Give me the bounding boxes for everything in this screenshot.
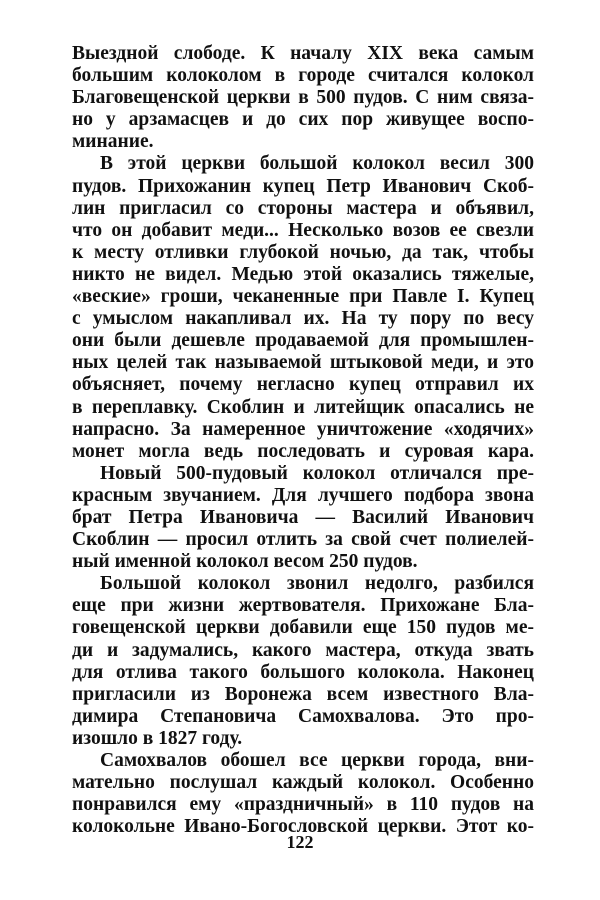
text-line: что он добавит меди... Несколько возов ее свезли bbox=[72, 219, 534, 241]
text-line: брат Петра Ивановича — Василий Иванович bbox=[72, 506, 534, 528]
text-line: димира Степановича Самохвалова. Это про- bbox=[72, 705, 534, 727]
text-line: никто не видел. Медью этой оказались тяжелые, bbox=[72, 263, 534, 285]
text-line: Благовещенской церкви в 500 пудов. С ним связа- bbox=[72, 87, 534, 109]
text-line: Большой колокол звонил недолго, разбился bbox=[100, 573, 534, 595]
text-line: напрасно. За намеренное уничтожение «ходячих» bbox=[72, 418, 534, 440]
text-line: ных целей так называемой штыковой меди, и это bbox=[72, 352, 534, 374]
text-line: ный именной колокол весом 250 пудов. bbox=[72, 551, 418, 573]
text-line: говещенской церкви добавили еще 150 пудов ме- bbox=[72, 617, 534, 639]
text-line: ди и задумались, какого мастера, откуда звать bbox=[72, 639, 534, 661]
text-line: объясняет, почему негласно купец отправил их bbox=[72, 374, 534, 396]
text-line: к месту отливки глубокой ночью, да так, чтобы bbox=[72, 241, 534, 263]
paragraph-2 bbox=[72, 153, 534, 462]
text-line: «веские» гроши, чеканенные при Павле I. Купец bbox=[72, 286, 534, 308]
text-line: Скоблин — просил отлить за свой счет полиелей- bbox=[72, 529, 534, 551]
text-line: большим колоколом в городе считался колокол bbox=[72, 65, 534, 87]
text-line: лин пригласил со стороны мастера и объявил, bbox=[72, 197, 534, 219]
paragraph-4 bbox=[72, 573, 534, 750]
text-line: в переплавку. Скоблин и литейщик опасались не bbox=[72, 396, 534, 418]
paragraph-1 bbox=[72, 43, 534, 153]
text-line: мательно послушал каждый колокол. Особенно bbox=[72, 772, 534, 794]
text-line: изошло в 1827 году. bbox=[72, 727, 243, 749]
text-line: Новый 500-пудовый колокол отличался пре- bbox=[100, 462, 534, 484]
text-line: понравился ему «праздничный» в 110 пудов на bbox=[72, 794, 534, 816]
text-line: для отлива такого большого колокола. Наконец bbox=[72, 661, 534, 683]
text-line: минание. bbox=[72, 131, 154, 153]
text-line: колокольне Ивано-Богословской церкви. Этот ко- bbox=[72, 816, 534, 838]
paragraph-5 bbox=[72, 750, 534, 838]
paragraph-3 bbox=[72, 463, 534, 573]
text-line: пудов. Прихожанин купец Петр Иванович Скоб- bbox=[72, 175, 534, 197]
text-line: еще при жизни жертвователя. Прихожане Бла- bbox=[72, 595, 534, 617]
text-line: Выездной слободе. К началу XIX века самым bbox=[72, 43, 534, 64]
text-line: они были дешевле продаваемой для промышлен- bbox=[72, 330, 534, 352]
text-line: но у арзамасцев и до сих пор живущее воспо- bbox=[72, 109, 534, 131]
text-line: В этой церкви большой колокол весил 300 bbox=[100, 153, 534, 175]
text-line: Самохвалов обошел все церкви города, вни- bbox=[100, 750, 534, 771]
text-line: пригласили из Воронежа всем известного Вла- bbox=[72, 683, 534, 705]
text-line: с умыслом накапливал их. На ту пору по весу bbox=[72, 308, 534, 330]
page-number: 122 bbox=[286, 832, 314, 852]
text-line: красным звучанием. Для лучшего подбора звона bbox=[72, 484, 534, 506]
text-line: монет могла ведь последовать и суровая кара. bbox=[72, 440, 534, 462]
page-body bbox=[72, 43, 534, 838]
